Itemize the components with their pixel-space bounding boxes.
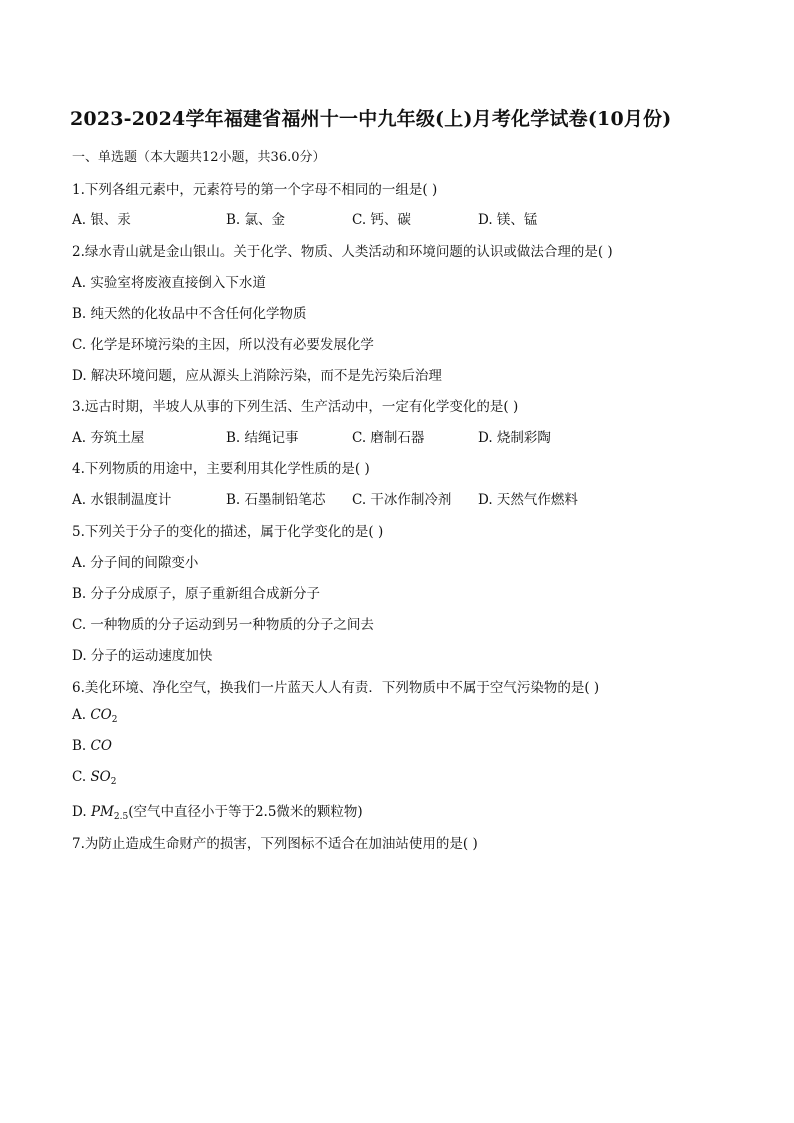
question-4-option-d[interactable]: D. 天然气作燃料 [478,492,578,508]
question-3-option-c[interactable]: C. 磨制石器 [352,430,425,446]
question-3-option-a[interactable]: A. 夯筑土屋 [72,430,145,446]
question-2-option-d[interactable]: D. 解决环境问题，应从源头上消除污染，而不是先污染后治理 [72,368,442,384]
question-6-option-a[interactable] [72,707,117,725]
question-1-option-a[interactable]: A. 银、汞 [72,212,131,228]
question-5-option-d[interactable]: D. 分子的运动速度加快 [72,648,213,664]
question-1-option-b[interactable]: B. 氯、金 [226,212,286,228]
question-6-option-c[interactable] [72,769,117,787]
section-heading: 一、单选题（本大题共12小题，共36.0分） [72,150,326,165]
question-1-option-c[interactable]: C. 钙、碳 [352,212,411,228]
question-6-option-d[interactable] [72,800,363,822]
question-3-option-d[interactable]: D. 烧制彩陶 [478,430,551,446]
question-5-option-c[interactable]: C. 一种物质的分子运动到另一种物质的分子之间去 [72,617,374,633]
question-7-stem: 7.为防止造成生命财产的损害，下列图标不适合在加油站使用的是( ) [72,836,478,852]
option-label: B. [72,738,87,754]
question-4-option-b[interactable]: B. 石墨制铅笔芯 [226,492,326,508]
question-4-option-c[interactable]: C. 干冰作制冷剂 [352,492,452,508]
formula-note: (空气中直径小于等于2.5微米的颗粒物) [128,804,363,820]
question-2-stem: 2.绿水青山就是金山银山。关于化学、物质、人类活动和环境问题的认识或做法合理的是( ) [72,244,613,260]
question-4-option-a[interactable]: A. 水银制温度计 [72,492,172,508]
option-label: A. [72,707,87,723]
formula-subscript: 2.5 [113,812,129,822]
question-2-option-a[interactable]: A. 实验室将废液直接倒入下水道 [72,275,266,291]
question-5-option-b[interactable]: B. 分子分成原子，原子重新组合成新分子 [72,586,321,602]
question-2-option-b[interactable]: B. 纯天然的化妆品中不含任何化学物质 [72,306,307,322]
question-1-stem: 1.下列各组元素中，元素符号的第一个字母不相同的一组是( ) [72,182,438,198]
option-label: C. [72,769,87,785]
question-1-option-d[interactable]: D. 镁、锰 [478,212,538,228]
page-title: 2023-2024学年福建省福州十一中九年级(上)月考化学试卷(10月份) [70,108,672,130]
formula-subscript: 2 [111,715,118,725]
question-5-stem: 5.下列关于分子的变化的描述，属于化学变化的是( ) [72,524,384,540]
formula-subscript: 2 [110,777,117,787]
question-6-stem: 6.美化环境、净化空气，换我们一片蓝天人人有责．下列物质中不属于空气污染物的是( ) [72,680,600,696]
formula-main: CO [90,707,112,723]
formula-main: SO [90,769,111,785]
question-3-option-b[interactable]: B. 结绳记事 [226,430,299,446]
formula-main: CO [90,738,112,754]
formula-main: PM [90,804,114,820]
question-2-option-c[interactable]: C. 化学是环境污染的主因，所以没有必要发展化学 [72,337,374,353]
question-3-stem: 3.远古时期，半坡人从事的下列生活、生产活动中，一定有化学变化的是( ) [72,399,519,415]
question-5-option-a[interactable]: A. 分子间的间隙变小 [72,555,199,571]
option-label: D. [72,804,87,820]
question-4-stem: 4.下列物质的用途中，主要利用其化学性质的是( ) [72,461,370,477]
question-6-option-b[interactable] [72,738,112,754]
